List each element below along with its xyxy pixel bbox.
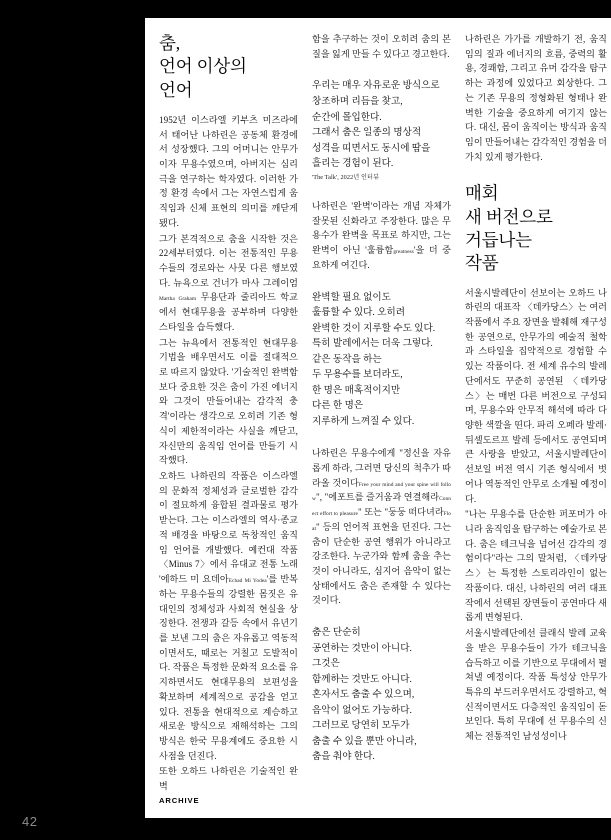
quote-line: 성격을 띠면서도 동시에 땀을 [312,142,431,154]
body-paragraph [312,446,451,608]
quote-line: 두 무용수를 보더라도, [312,369,403,381]
quote-line: 음악이 없어도 가능하다. [312,704,412,716]
quote-line: 공연하는 것만이 아니다. [312,642,412,654]
body-paragraph: 또한 오하드 나하린은 기술적인 완벽 [159,766,298,792]
pull-quote-three [312,625,451,765]
headline-line-1: 춤, [159,33,180,53]
paragraph-text: 오하드 나하린의 작품은 이스라엘의 문화적 정체성과 글로벌한 감각이 절묘하게 융합된 결과물로 평가받는다. 그는 이스라엘의 역사·종교적 배경을 바탕으로 독창적인 움직임 언어를 개발했다. 예컨대 작품 〈Minus 7〉에서 유대교 전통 노래 '에하드 미 요데아 [159,471,298,585]
headline-line-2: 언어 이상의 [159,56,247,77]
page-title [159,32,298,102]
body-paragraph: 나하린은 가가를 개발하기 전, 움직임의 질과 에너지의 흐름, 중력의 활용, 경쾌함, 그리고 유머 감각을 탐구하는 과정에 있었다고 회상한다. 그는 기존 무용의 정형화된 형태나 완벽한 기술을 중요하게 여기지 않는다. 대신, 몸이 움직이는 방식과 움직임이 만들어내는 감각적인 경험을 더 가치 있게 평가한다. [465,34,607,162]
article-columns [159,32,607,818]
romanization-greatness: greatness [393,249,414,256]
column-one [159,32,298,818]
quote-line: 우리는 매우 자유로운 방식으로 [312,80,440,92]
section-headline-line-1: 매회 [465,183,499,204]
quote-line: 혼자서도 춤출 수 있으며, [312,689,415,701]
paragraph-text: " 또는 "둥둥 떠다녀라 [357,507,444,518]
magazine-sheet [145,18,611,818]
paragraph-text: 그가 본격적으로 춤을 시작한 것은 22세부터였다. 이는 전통적인 무용수들의 경로와는 사뭇 다른 행보였다. 뉴욕으로 건너가 마사 그레이엄 [159,233,298,288]
romanization-echad-mi-yodea: Echad Mi Yodea [228,578,267,585]
quote-line: 창조하며 리듬을 찾고, [312,95,403,107]
quote-line: 완벽한 것이 지루할 수도 있다. [312,322,436,334]
quote-line: 함께하는 것만도 아니다. [312,673,412,685]
quote-line: 그래서 춤은 일종의 명상적 [312,127,422,139]
body-paragraph: 그는 뉴욕에서 전통적인 현대무용 기법을 배우면서도 이를 절대적으로 따르지 않았다. '기술적인 완벽함보다 중요한 것은 춤이 가진 에너지와 그것이 만들어내는 감각적 충격'이라는 생각으로 오히려 기존 형식이 제한적이라는 사실을 깨닫고, 자신만의 움직임 언어를 만들기 시작했다. [159,337,298,466]
quote-line: 그것은 [312,658,340,670]
body-paragraph: 함을 추구하는 것이 오히려 춤의 본질을 잃게 만들 수 있다고 경고한다. [312,34,451,59]
quote-line: 춤은 단순히 [312,627,361,639]
quote-line: 같은 동작을 하는 [312,353,382,365]
spacer [465,164,607,176]
pull-quote-two [312,290,451,430]
quote-line: 순간에 몰입한다. [312,111,382,123]
body-paragraph [312,199,451,273]
quote-line: 한 명은 매혹적이지만 [312,384,401,396]
quote-line: 춤출 수 있을 뿐만 아니라, [312,735,417,747]
quote-line: 그러므로 당연히 모두가 [312,720,410,732]
pull-quote-one [312,78,451,181]
quote-line: 완벽할 필요 없이도 [312,291,391,303]
section-headline-line-4: 작품 [465,253,499,274]
column-three [465,32,607,818]
page-number: 42 [22,814,38,829]
paragraph-text: '를 반복하는 무용수들의 강렬한 몸짓은 유대인의 정체성과 사회적 현실을 상징한다. 전쟁과 갈등 속에서 유년기를 보낸 그의 춤은 자유롭고 역동적이면서도, 때로는 거칠고 도발적이다. 작품은 특정한 문화적 요소를 유지하면서도 현대무용의 보편성을 확보하며 세계적으로 공감을 얻고 있다. 전통을 현대적으로 계승하고 새로운 방식으로 재해석하는 그의 방식은 한국 무용계에도 중요한 시사점을 던진다. [159,574,298,761]
quote-source: 'The Talk', 2022년 인터뷰 [312,173,380,181]
headline-line-3: 언어 [159,79,193,100]
romanization-free-your-mind: Free your mind and your spine will follow [312,481,452,503]
running-foot: ARCHIVE [159,796,200,805]
body-paragraph [159,232,298,335]
romanization-martha-graham: Martha Graham [159,296,197,303]
spacer [312,429,451,446]
romanization-connect-effort: Connect effort to pleasure [312,496,451,518]
paragraph-text: 나하린은 '완벽'이라는 개념 자체가 잘못된 신화라고 주장한다. 많은 무용수가 완벽을 목표로 하지만, 그는 완벽이 아닌 '훌륭함 [312,200,451,256]
paragraph-text: 무용단과 줄리아드 학교에서 현대무용을 공부하며 다양한 스타일을 습득했다. [159,292,298,332]
section-title [465,182,607,275]
paragraph-text: 나하린은 무용수에게 "정신을 자유롭게 하라, 그러면 당신의 척추가 따라올 것이다 [312,448,451,488]
quote-line: 지루하게 느껴질 수 있다. [312,415,415,427]
body-paragraph: 1952년 이스라엘 키부츠 미즈라에서 태어난 나하린은 공동체 환경에서 성장했다. 그의 어머니는 안무가이자 무용수였으며, 아버지는 심리극을 연구하는 학자였다. 이러한 가정 환경 속에서 그는 자연스럽게 움직임과 신체 표현의 의미를 깨닫게 됐다. [159,114,298,228]
section-headline-line-3: 거듭나는 [465,230,532,250]
paragraph-text: " 등의 언어적 표현을 던진다. 그는 춤이 단순한 공연 행위가 아니라고 강조한다. 누군가와 함께 춤을 추는 것이 아니라도, 심지어 음악이 없는 상태에서도 춤은 존재할 수 있다는 것이다. [312,521,451,606]
quote-line: 춤을 춰야 한다. [312,751,375,763]
column-two [312,32,451,818]
quote-line: 흘리는 경험이 된다. [312,158,394,170]
body-paragraph: "나는 무용수를 단순한 퍼포머가 아니라 움직임을 탐구하는 예술가로 본다. 춤은 테크닉을 넘어선 감각의 경험이다"라는 그의 말처럼, 〈데카당스〉는 특정한 스토리라인이 없는 작품이다. 대신, 나하린의 여러 대표작에서 선택된 장면들이 공연마다 새롭게 변형된다. [465,509,607,623]
spacer [312,182,451,199]
quote-line: 훌륭할 수 있다. 오히려 [312,307,406,319]
quote-line: 특히 발레에서는 더욱 그렇다. [312,338,433,350]
paragraph-text: '을 더 중요하게 여긴다. [312,245,451,270]
paragraph-text: ", "에포트를 즐거움과 연결해라 [315,492,440,503]
body-paragraph [159,469,298,763]
romanization-float: Float [312,511,451,532]
quote-line: 다른 한 명은 [312,400,364,412]
body-paragraph: 서울시발레단이 선보이는 오하드 나하린의 대표작 〈데카당스〉는 여러 작품에서 주요 장면을 발췌해 재구성한 공연으로, 안무가의 예술적 철학과 스타일을 집약적으로 경험할 수 있는 작품이다. 전 세계 유수의 발레단에서도 꾸준히 공연된 〈데카당스〉는 매번 다른 버전으로 구성되며, 무용수와 안무적 해석에 따라 다양한 색깔을 띤다. 파리 오페라 발레·뒤셀도르프 발레 등에서도 공연되며 큰 사랑을 받았고, 서울시발레단이 선보일 버전 역시 기존 형식에서 벗어나 역동적인 안무로 소개될 예정이다. [465,287,607,504]
body-paragraph: 서울시발레단에선 클래식 발레 교육을 받은 무용수들이 가가 테크닉을 습득하고 이를 기반으로 무대에서 펼쳐낼 예정이다. 작품 특성상 안무가 특유의 부드러우면서도 강렬하고, 혁신적이면서도 다층적인 움직임이 돋보인다. 특히 무대에 선 무용수의 신체는 전통적인 남성성이나 [465,628,607,742]
section-headline-line-2: 새 버전으로 [465,206,553,227]
